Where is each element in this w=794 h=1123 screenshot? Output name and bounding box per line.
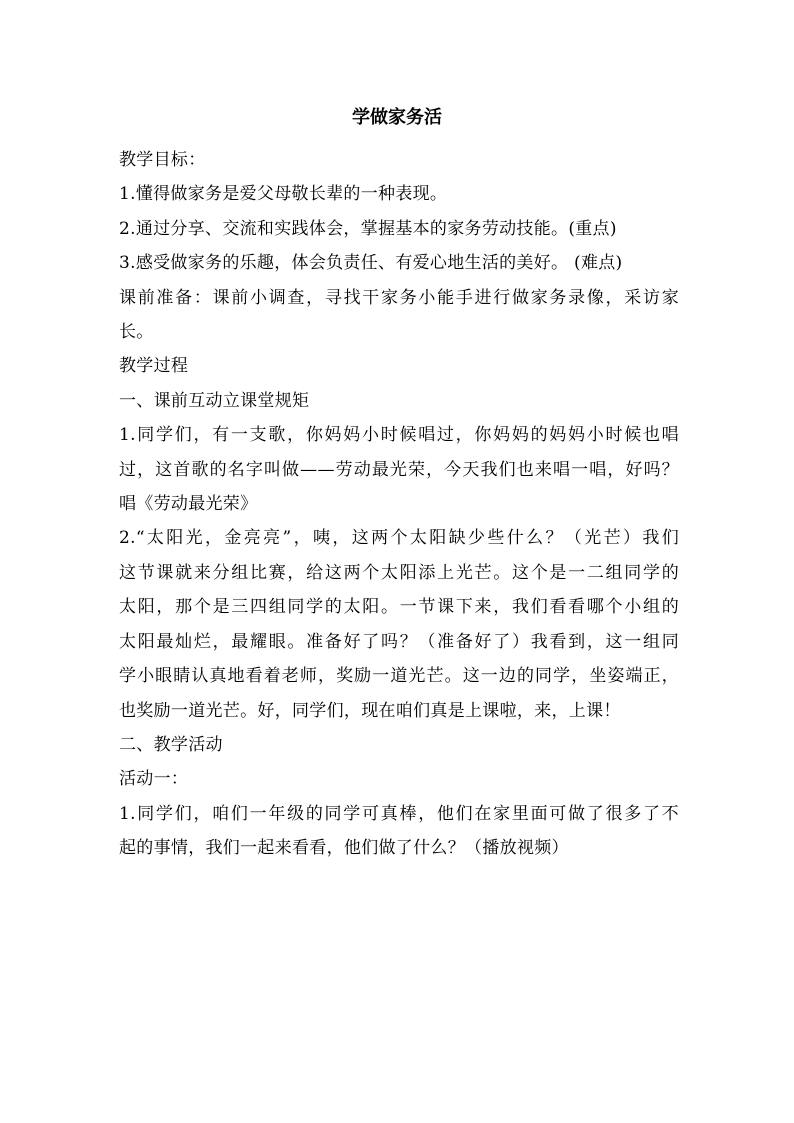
paragraph <box>119 349 679 383</box>
paragraph <box>119 762 679 796</box>
paragraph <box>119 246 679 280</box>
paragraph-line: 1.同学们，有一支歌，你妈妈小时候唱过，你妈妈的妈妈小时候也唱 <box>119 425 679 446</box>
paragraph-line: 这节课就来分组比赛，给这两个太阳添上光芒。这个是一二组同学的 <box>119 562 679 583</box>
paragraph-line: 2.“太阳光，金亮亮”，咦，这两个太阳缺少些什么？（光芒）我们 <box>119 528 679 549</box>
paragraph <box>119 728 679 762</box>
paragraph-line: 学小眼睛认真地看着老师，奖励一道光芒。这一边的同学，坐姿端正， <box>119 666 679 687</box>
paragraph-line: 二、教学活动 <box>119 734 223 755</box>
paragraph-line: 起的事情，我们一起来看看，他们做了什么？（播放视频） <box>119 838 569 859</box>
paragraph <box>119 521 679 727</box>
paragraph-line: 长。 <box>119 322 154 343</box>
paragraph <box>119 281 679 350</box>
paragraph <box>119 797 679 866</box>
paragraph-line: 也奖励一道光芒。好，同学们，现在咱们真是上课啦，来，上课！ <box>119 700 621 721</box>
paragraph-line: 教学目标： <box>119 150 206 170</box>
paragraph-line: 唱《劳动最光荣》 <box>119 494 258 515</box>
paragraph-line: 1.同学们，咱们一年级的同学可真棒，他们在家里面可做了很多了不 <box>119 803 679 824</box>
paragraph-line: 太阳，那个是三四组同学的太阳。一节课下来，我们看看哪个小组的 <box>119 597 679 618</box>
paragraph <box>119 212 679 246</box>
paragraph-line: 教学过程 <box>119 356 189 377</box>
document-body <box>119 143 679 866</box>
paragraph-line: 课前准备：课前小调查，寻找干家务小能手进行做家务录像，采访家 <box>119 287 679 308</box>
paragraph-line: 3.感受做家务的乐趣，体会负责任、有爱心地生活的美好。 (难点) <box>119 253 623 274</box>
paragraph-line: 过，这首歌的名字叫做——劳动最光荣，今天我们也来唱一唱，好吗？ <box>119 459 679 480</box>
paragraph <box>119 177 679 211</box>
paragraph-line: 2.通过分享、交流和实践体会，掌握基本的家务劳动技能。(重点) <box>119 218 617 239</box>
paragraph <box>119 418 679 521</box>
paragraph-line: 活动一： <box>119 769 189 790</box>
document-title: 学做家务活 <box>352 107 442 128</box>
paragraph-line: 1.懂得做家务是爱父母敬长辈的一种表现。 <box>119 184 448 205</box>
paragraph <box>119 384 679 418</box>
paragraph <box>119 143 679 177</box>
paragraph-line: 太阳最灿烂，最耀眼。准备好了吗？（准备好了）我看到，这一组同 <box>119 631 679 652</box>
paragraph-line: 一、课前互动立课堂规矩 <box>119 390 310 411</box>
